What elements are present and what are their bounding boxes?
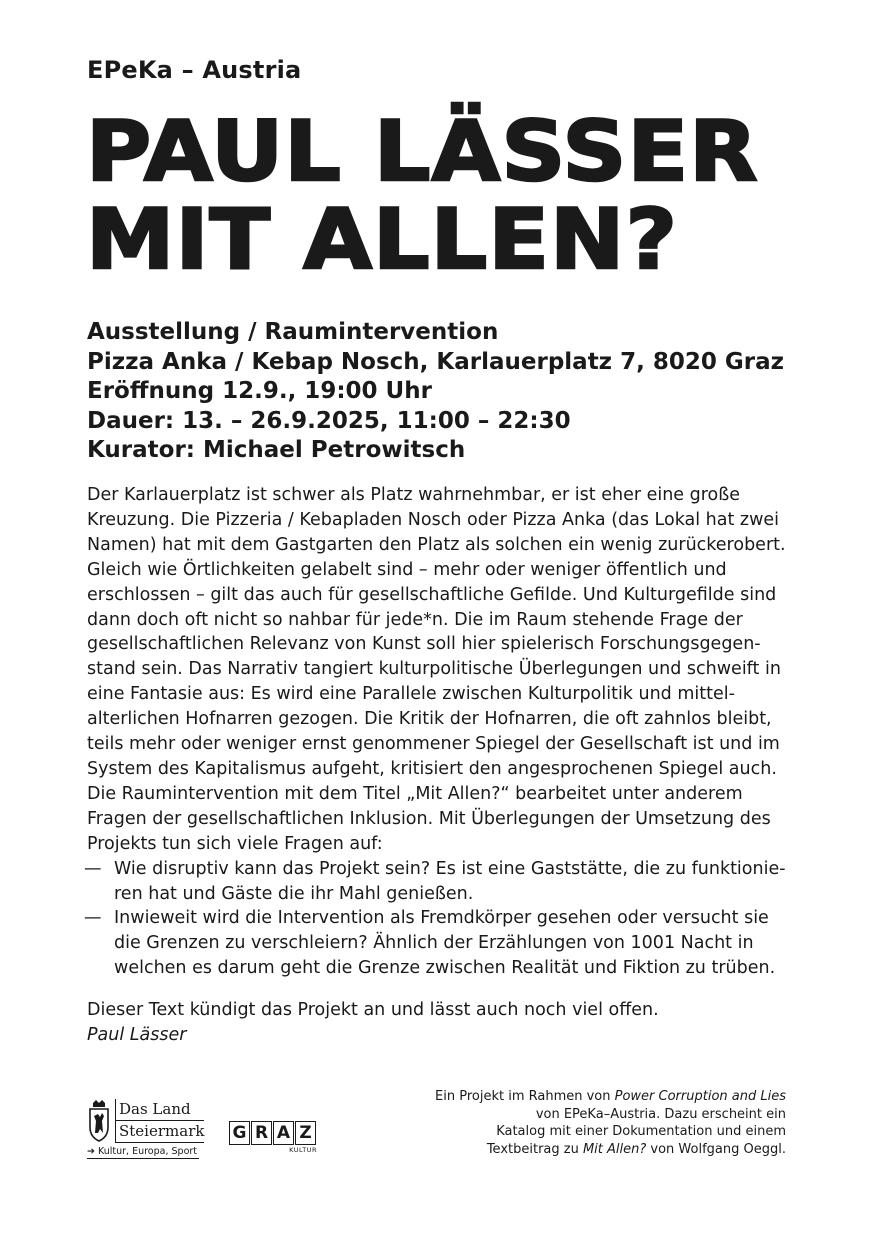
- project-footnote: [386, 1088, 786, 1158]
- title-line-artist: PAUL LÄSSER: [86, 103, 759, 200]
- steiermark-line-1: Das Land: [115, 1099, 204, 1121]
- footnote-text: von EPeKa–Austria. Dazu erscheint ein: [535, 1106, 786, 1122]
- author-signature: Paul Lässer: [87, 1025, 187, 1045]
- steiermark-wordmark: [115, 1099, 204, 1143]
- graz-wordmark: [229, 1121, 317, 1145]
- event-opening: Eröffnung 12.9., 19:00 Uhr: [87, 378, 432, 404]
- event-info: [87, 318, 784, 466]
- page-title: [86, 103, 759, 288]
- graz-kultur-logo: [229, 1121, 317, 1154]
- footnote-text: Textbeitrag zu: [486, 1141, 583, 1157]
- list-item: [84, 857, 787, 907]
- footnote-text: von Wolfgang Oeggl.: [646, 1141, 786, 1157]
- list-item-text: Wie disruptiv kann das Projekt sein? Es ist eine Gaststätte, die zu funktionieren hat und Gäste die ihr Mahl genießen.: [114, 858, 786, 904]
- graz-letter: G: [229, 1121, 250, 1145]
- bullet-dash: —: [84, 858, 102, 879]
- body-text: [84, 483, 787, 981]
- list-item: [84, 906, 787, 981]
- footnote-project-title: Power Corruption and Lies: [614, 1089, 786, 1104]
- graz-kultur-label: KULTUR: [289, 1146, 317, 1154]
- footnote-text: Katalog mit einer Dokumentation und einem: [496, 1124, 786, 1139]
- footnote-text: Ein Projekt im Rahmen von: [435, 1089, 615, 1104]
- closing-sentence: Dieser Text kündigt das Projekt an und lässt auch noch viel offen.: [87, 1000, 659, 1020]
- event-type: Ausstellung / Raumintervention: [87, 319, 499, 345]
- title-line-work: MIT ALLEN?: [86, 191, 679, 288]
- event-duration: Dauer: 13. – 26.9.2025, 11:00 – 22:30: [87, 407, 571, 434]
- footnote-work-title: Mit Allen?: [582, 1141, 647, 1157]
- question-list: [84, 857, 787, 982]
- steiermark-line-2: Steiermark: [115, 1121, 204, 1143]
- graz-letter: Z: [295, 1121, 316, 1145]
- steiermark-tagline: ➔ Kultur, Europa, Sport: [87, 1146, 198, 1157]
- graz-letter: R: [251, 1121, 272, 1145]
- steiermark-logo: [87, 1099, 205, 1165]
- steiermark-crest-icon: [87, 1099, 111, 1143]
- event-curator: Kurator: Michael Petrowitsch: [87, 437, 466, 463]
- bullet-dash: —: [84, 908, 102, 929]
- organization-name: EPeKa – Austria: [87, 56, 302, 84]
- body-paragraph: Der Karlauerplatz ist schwer als Platz wahrnehmbar, er ist eher eine große Kreuzung. Die Pizzeria / Kebapladen Nosch oder Pizza Anka (das Lokal hat zwei Namen) hat mit dem Gastgarten den Platz als solchen ein wenig zurückerobert. Gleich wie Örtlichkeiten gelabelt sind – mehr oder weniger öffentlich und erschlossen – gilt das auch für gesellschaftliche Gefilde. Und Kulturgefilde sind dann doch oft nicht so nahbar für jede*n. Die im Raum stehende Frage der gesellschaftlichen Relevanz von Kunst soll hier spielerisch Forschungsgegenstand sein. Das Narrativ tangiert kulturpolitische Überlegungen und schweift in eine Fantasie aus: Es wird eine Parallele zwischen Kulturpolitik und mittelalterlichen Hofnarren gezogen. Die Kritik der Hofnarren, die oft zahnlos bleibt, teils mehr oder weniger ernst genommener Spiegel der Gesellschaft ist und im System des Kapitalismus aufgeht, kritisiert den angesprochenen Spiegel auch. Die Raumintervention mit dem Titel „Mit Allen?“ bearbeitet unter anderem Fragen der gesellschaftlichen Inklusion. Mit Überlegungen der Umsetzung des Projekts tun sich viele Fragen auf:: [87, 485, 786, 854]
- graz-letter: A: [273, 1121, 294, 1145]
- closing-block: [87, 998, 659, 1048]
- list-item-text: Inwieweit wird die Intervention als Fremdkörper gesehen oder versucht sie die Grenzen zu verschleiern? Ähnlich der Erzählungen von 1001 Nacht in welchen es darum geht die Grenze zwischen Realität und Fiktion zu trüben.: [114, 908, 776, 979]
- event-venue: Pizza Anka / Kebap Nosch, Karlauerplatz 7, 8020 Graz: [87, 348, 784, 375]
